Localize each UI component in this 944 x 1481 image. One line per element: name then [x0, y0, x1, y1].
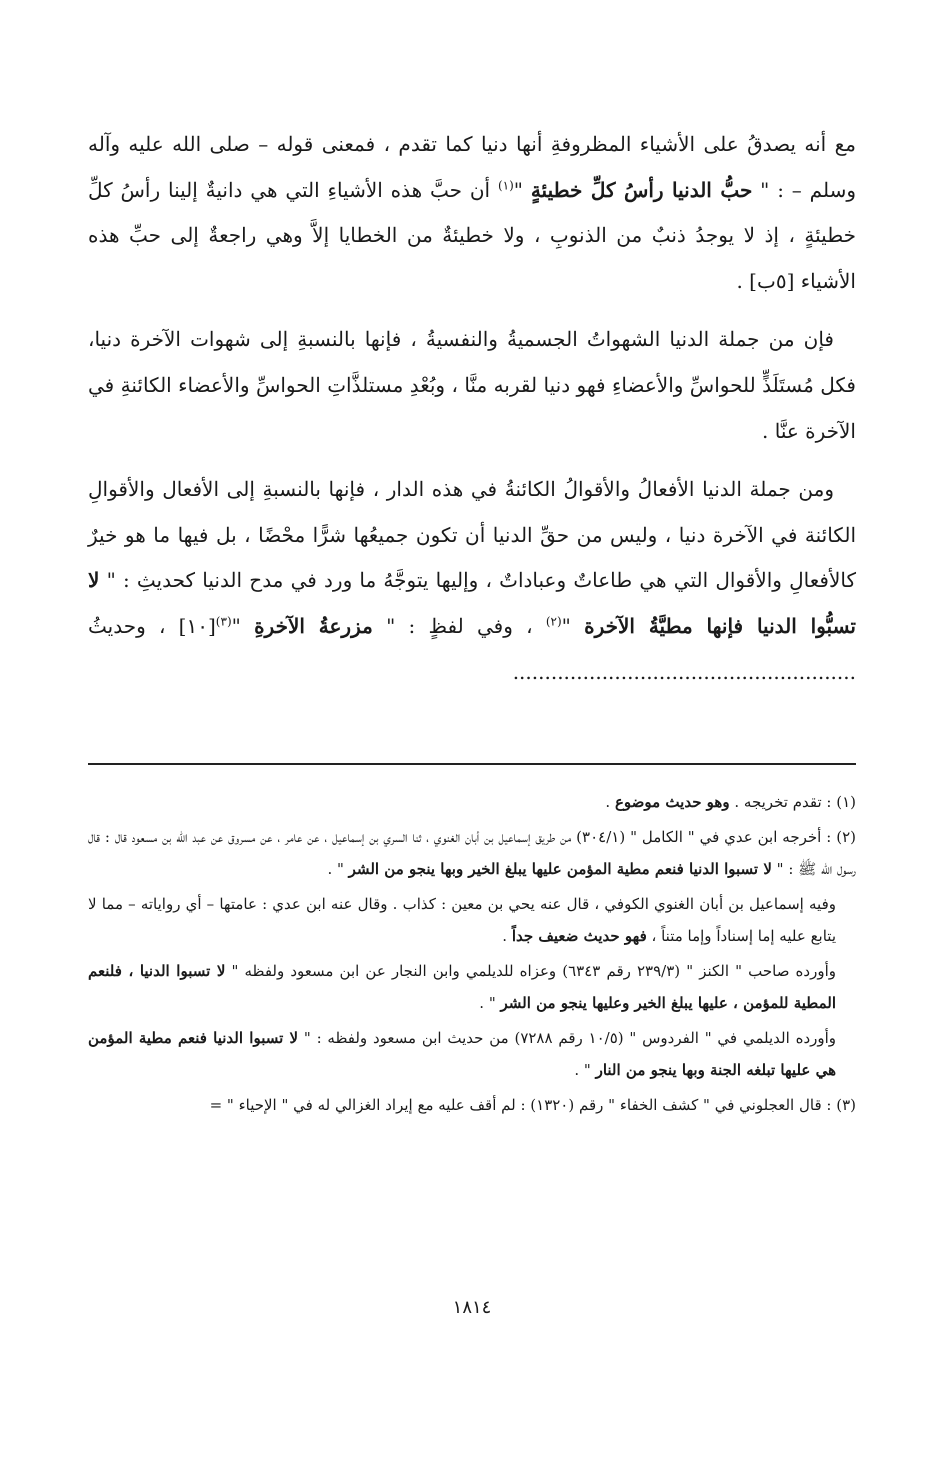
text-run: [١٠] ، وحديثُ ......................................................: [88, 613, 856, 684]
body-paragraph: [88, 317, 856, 454]
text-run: ، وفي لفظٍ : ": [372, 613, 546, 638]
footnote-number: (١) :: [826, 793, 856, 811]
footnotes: [88, 786, 856, 1124]
text-run: " .: [479, 994, 501, 1012]
text-run: وأورده صاحب " الكنز " (٢٣٩/٣ رقم ٦٣٤٣) وعزاه للديلمي وابن النجار عن ابن مسعود ولفظه ": [225, 962, 836, 980]
footnote-number: (٢) :: [826, 828, 856, 846]
footnote-separator: [88, 763, 856, 765]
text-run: فإن من جملة الدنيا الشهواتُ الجسميةُ والنفسيةُ ، فإنها بالنسبةِ إلى شهوات الآخرة دنيا، فكل مُستَلَذٍّ للحواسِّ والأعضاءِ فهو دنيا لقربه منَّا ، وبُعْدِ مستلذَّاتِ الحواسِّ والأعضاء الكائنةِ في الآخرة عنَّا .: [88, 327, 856, 443]
text-run: وأورده الديلمي في " الفردوس " (١٠/٥ رقم ٧٢٨٨) من حديث ابن مسعود ولفظه : ": [298, 1029, 837, 1047]
text-run: مع أنه يصدقُ على الأشياء المظروفةِ أنها دنيا كما تقدم ، فمعنى قوله – صلى الله عليه وآله وسلم – : ": [88, 132, 856, 202]
text-run: ": [231, 613, 255, 638]
body-paragraph: [88, 467, 856, 695]
page-number: ١٨١٤: [452, 1297, 492, 1318]
text-run: تقدم تخريجه .: [729, 793, 827, 811]
text-run: ": [561, 613, 585, 638]
text-run: .: [502, 927, 512, 945]
main-text: [88, 122, 856, 695]
text-run: أخرجه ابن عدي في " الكامل " (٣٠٤/١) من طريق إسماعيل بن أبان الغنوي ، ثنا السري بن إسماعيل ، عن عامر ، عن مسروق عن عبد الله بن مسعود قال : قال رسول الله ﷺ : ": [88, 828, 856, 878]
body-paragraph: [88, 122, 856, 304]
footnote-reference: (٢): [545, 614, 562, 629]
text-run: وفيه إسماعيل بن أبان الغنوي الكوفي ، قال عنه يحي بن معين : كذاب . وقال عنه ابن عدي : عامتها – أي رواياته – مما لا يتابع عليه إما إسناداً وإما متناً ،: [88, 895, 836, 945]
text-run: " .: [327, 860, 349, 878]
footnote-continuation: [88, 955, 856, 1019]
footnote-reference: (١): [497, 177, 514, 192]
bold-quote: لا تسبوا الدنيا ، فلنعم المطية للمؤمن ، عليها يبلغ الخير وعليها ينجو من الشر: [88, 962, 836, 1012]
bold-quote: وهو حديث موضوع: [614, 793, 730, 811]
footnote-continuation: [88, 1022, 856, 1086]
footnote: [88, 821, 856, 885]
bold-quote: لا تسبوا الدنيا فنعم مطية المؤمن عليها يبلغ الخير وبها ينجو من الشر: [348, 860, 772, 878]
text-run: .: [605, 793, 615, 811]
text-run: ومن جملة الدنيا الأفعالُ والأقوالُ الكائنةُ في هذه الدار ، فإنها بالنسبةِ إلى الأفعال والأقوالِ الكائنة في الآخرة دنيا ، وليس من حقِّ الدنيا أن تكون جميعُها شرًّا محْضًا ، بل فيها ما هو خيرٌ كالأفعالِ والأقوال التي هي طاعاتٌ وعباداتٌ ، وإليها يتوجَّهُ ما ورد في مدح الدنيا كحديثِ : ": [88, 477, 856, 593]
footnote-continuation: [88, 888, 856, 952]
bold-quote: فهو حديث ضعيف جداً: [511, 927, 647, 945]
bold-quote: مزرعةُ الآخرةِ: [254, 613, 373, 638]
footnote: [88, 1089, 856, 1121]
bold-quote: لا تسبُّوا الدنيا فإنها مطيَّةُ الآخرة: [88, 568, 856, 638]
footnote-reference: (٣): [215, 614, 232, 629]
footnote-number: (٣) :: [826, 1096, 856, 1114]
text-run: ": [513, 177, 531, 202]
bold-quote: لا تسبوا الدنيا فنعم مطية المؤمن هي عليها تبلغه الجنة وبها ينجو من النار: [88, 1029, 836, 1079]
footnote: [88, 786, 856, 818]
text-run: قال العجلوني في " كشف الخفاء " رقم (١٣٢٠) : لم أقف عليه مع إيراد الغزالي له في " الإحياء " =: [209, 1096, 827, 1114]
text-run: أن حبَّ هذه الأشياءِ التي هي دانيةٌ إلينا رأسُ كلِّ خطيئةٍ ، إذ لا يوجدُ ذنبٌ من الذنوبِ ، ولا خطيئةٌ من الخطايا إلاَّ وهي راجعةٌ إلى حبِّ هذه الأشياء [٥ب] .: [88, 177, 856, 293]
bold-quote: حبُّ الدنيا رأسُ كلِّ خطيئةٍ: [530, 177, 753, 202]
text-run: " .: [574, 1061, 596, 1079]
